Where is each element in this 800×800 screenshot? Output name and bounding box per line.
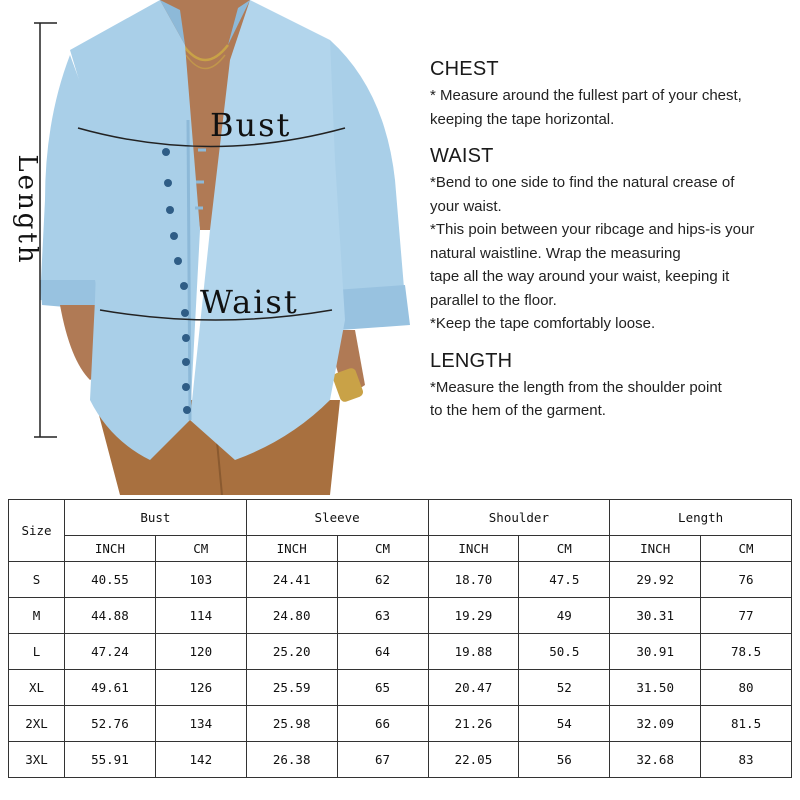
waist-heading: WAIST	[430, 145, 494, 167]
measurement-cell: 21.26	[428, 706, 519, 742]
table-row	[9, 742, 792, 778]
table-row	[9, 670, 792, 706]
unit-inch-header: INCH	[246, 536, 337, 562]
size-cell: 2XL	[9, 706, 65, 742]
length-instructions	[430, 350, 798, 423]
measurement-cell: 32.09	[610, 706, 701, 742]
measurement-cell: 49.61	[65, 670, 156, 706]
measurement-cell: 114	[155, 598, 246, 634]
measurement-cell: 55.91	[65, 742, 156, 778]
measurement-cell: 32.68	[610, 742, 701, 778]
measurement-cell: 63	[337, 598, 428, 634]
shirt-illustration	[0, 0, 410, 495]
unit-cm-header: CM	[519, 536, 610, 562]
instruction-line: parallel to the floor.	[430, 291, 557, 309]
table-unit-header-row	[9, 536, 792, 562]
table-row	[9, 562, 792, 598]
size-cell: S	[9, 562, 65, 598]
table-row	[9, 706, 792, 742]
measurement-cell: 67	[337, 742, 428, 778]
table-row	[9, 634, 792, 670]
instruction-line: tape all the way around your waist, keeping it	[430, 268, 730, 285]
measurement-cell: 80	[701, 670, 792, 706]
measurement-cell: 83	[701, 742, 792, 778]
unit-cm-header: CM	[337, 536, 428, 562]
measurement-cell: 54	[519, 706, 610, 742]
measurement-cell: 24.80	[246, 598, 337, 634]
size-cell: XL	[9, 670, 65, 706]
measurement-cell: 62	[337, 562, 428, 598]
instruction-line: *Keep the tape comfortably loose.	[430, 315, 656, 332]
measurement-cell: 19.29	[428, 598, 519, 634]
measurement-cell: 134	[155, 706, 246, 742]
instruction-line: *Measure the length from the shoulder point	[430, 378, 722, 396]
measurement-instructions	[430, 58, 798, 437]
instruction-line: to the hem of the garment.	[430, 402, 606, 419]
size-cell: L	[9, 634, 65, 670]
measurement-cell: 50.5	[519, 634, 610, 670]
waist-label: Waist	[200, 283, 299, 321]
measurement-cell: 52.76	[65, 706, 156, 742]
measurement-cell: 25.59	[246, 670, 337, 706]
measurement-cell: 30.31	[610, 598, 701, 634]
length-heading: LENGTH	[430, 349, 513, 372]
measurement-cell: 47.5	[519, 562, 610, 598]
size-chart-table	[8, 499, 792, 778]
waist-instructions	[430, 145, 798, 336]
measurement-cell: 47.24	[65, 634, 156, 670]
measurement-cell: 22.05	[428, 742, 519, 778]
unit-inch-header: INCH	[610, 536, 701, 562]
measurement-cell: 81.5	[701, 706, 792, 742]
measurement-cell: 66	[337, 706, 428, 742]
measurement-cell: 52	[519, 670, 610, 706]
length-column-header: Length	[610, 500, 792, 536]
instruction-line: keeping the tape horizontal.	[430, 110, 615, 128]
measurement-cell: 65	[337, 670, 428, 706]
instruction-line: natural waistline. Wrap the measuring	[430, 244, 681, 262]
shoulder-column-header: Shoulder	[428, 500, 610, 536]
instruction-line: *This poin between your ribcage and hips-is your	[430, 221, 755, 238]
size-cell: 3XL	[9, 742, 65, 778]
measurement-cell: 30.91	[610, 634, 701, 670]
measurement-cell: 56	[519, 742, 610, 778]
shirt-figure	[0, 0, 410, 495]
measurement-cell: 18.70	[428, 562, 519, 598]
measurement-cell: 29.92	[610, 562, 701, 598]
unit-cm-header: CM	[701, 536, 792, 562]
measurement-cell: 25.20	[246, 634, 337, 670]
measurement-cell: 44.88	[65, 598, 156, 634]
measurement-cell: 49	[519, 598, 610, 634]
unit-inch-header: INCH	[428, 536, 519, 562]
measurement-cell: 77	[701, 598, 792, 634]
unit-inch-header: INCH	[65, 536, 156, 562]
sleeve-column-header: Sleeve	[246, 500, 428, 536]
chest-heading: CHEST	[430, 58, 499, 80]
size-cell: M	[9, 598, 65, 634]
measurement-cell: 103	[155, 562, 246, 598]
measurement-cell: 120	[155, 634, 246, 670]
instruction-line: * Measure around the fullest part of your chest,	[430, 87, 742, 104]
measurement-cell: 20.47	[428, 670, 519, 706]
measurement-cell: 40.55	[65, 562, 156, 598]
instruction-line: your waist.	[430, 197, 502, 215]
measurement-cell: 76	[701, 562, 792, 598]
table-group-header-row	[9, 500, 792, 536]
instruction-line: *Bend to one side to find the natural crease of	[430, 174, 735, 191]
measurement-cell: 64	[337, 634, 428, 670]
measurement-cell: 31.50	[610, 670, 701, 706]
unit-cm-header: CM	[155, 536, 246, 562]
measurement-cell: 26.38	[246, 742, 337, 778]
bust-column-header: Bust	[65, 500, 247, 536]
measurement-cell: 126	[155, 670, 246, 706]
bust-label: Bust	[210, 106, 292, 144]
length-label: Length	[12, 154, 42, 266]
chest-instructions	[430, 58, 798, 131]
measurement-cell: 78.5	[701, 634, 792, 670]
size-column-header: Size	[9, 500, 65, 562]
measurement-cell: 25.98	[246, 706, 337, 742]
measurement-cell: 19.88	[428, 634, 519, 670]
table-row	[9, 598, 792, 634]
measurement-cell: 24.41	[246, 562, 337, 598]
size-table-body	[9, 562, 792, 778]
measurement-cell: 142	[155, 742, 246, 778]
